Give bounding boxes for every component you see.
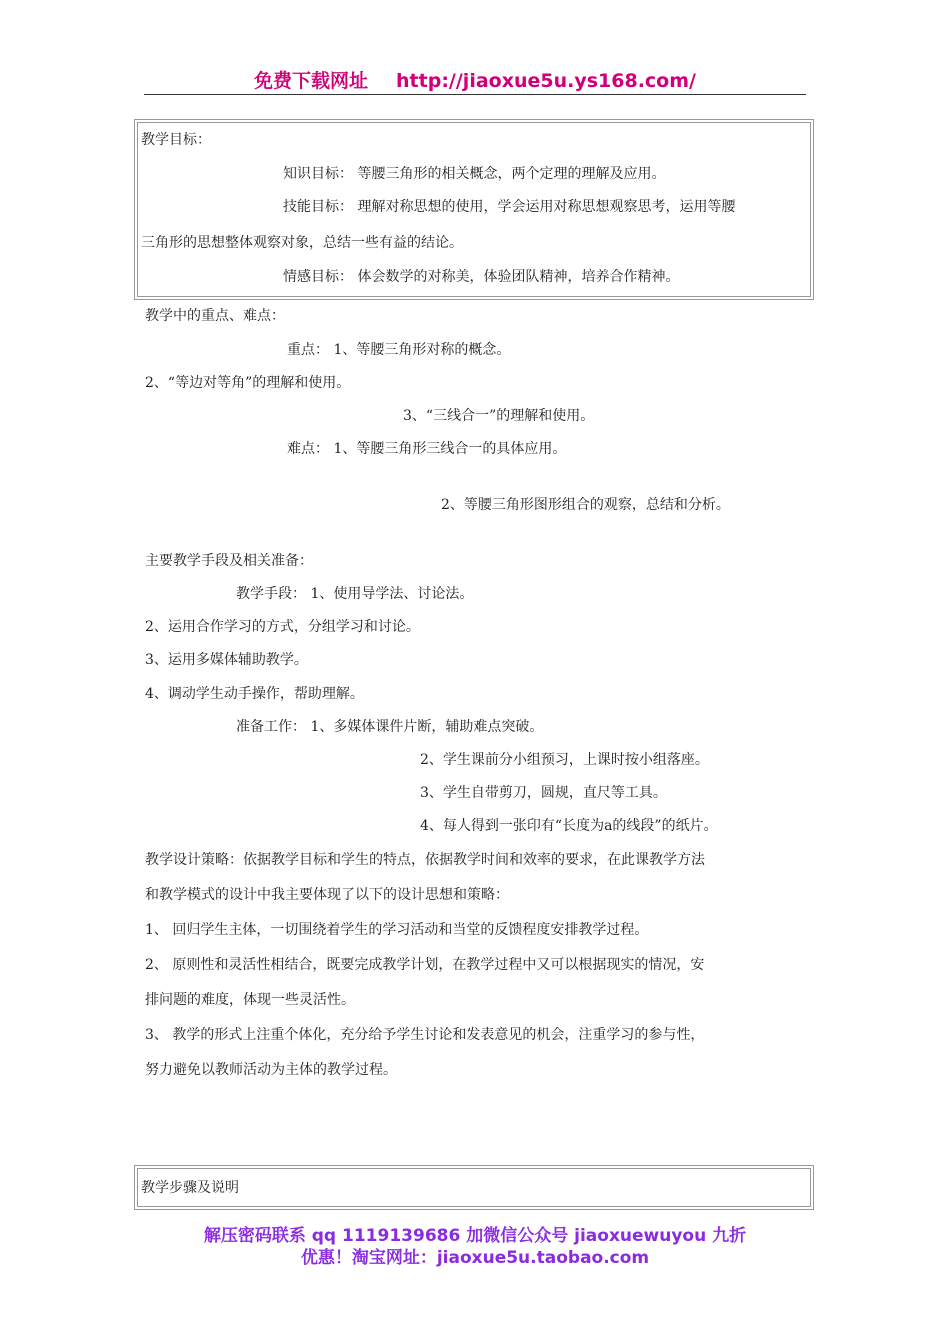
steps-title: 教学步骤及说明 <box>141 1180 239 1196</box>
strategy-line-1: 教学设计策略：依据教学目标和学生的特点，依据教学时间和效率的要求，在此课教学方法 <box>145 852 705 868</box>
strategy-item-2a: 2、 原则性和灵活性相结合，既要完成教学计划，在教学过程中又可以根据现实的情况，安 <box>145 957 705 973</box>
key-point-3: 3、“三线合一”的理解和使用。 <box>403 408 595 424</box>
key-point-1: 重点： 1、等腰三角形对称的概念。 <box>287 342 511 358</box>
keypoints-title: 教学中的重点、难点： <box>145 308 285 324</box>
strategy-item-1: 1、 回归学生主体，一切围绕着学生的学习活动和当堂的反馈程度安排教学过程。 <box>145 922 649 938</box>
prep-item-4: 4、每人得到一张印有“长度为a的线段”的纸片。 <box>420 818 718 834</box>
goal-emotion: 情感目标： 体会数学的对称美，体验团队精神，培养合作精神。 <box>283 269 680 285</box>
means-title: 主要教学手段及相关准备： <box>145 553 313 569</box>
difficult-point-2: 2、等腰三角形图形组合的观察，总结和分析。 <box>441 497 730 513</box>
difficult-point-1: 难点： 1、等腰三角形三线合一的具体应用。 <box>287 441 567 457</box>
goal-skill-line1: 技能目标： 理解对称思想的使用，学会运用对称思想观察思考，运用等腰 <box>283 199 736 215</box>
prep-item-1: 准备工作： 1、多媒体课件片断，辅助难点突破。 <box>236 719 544 735</box>
goal-skill-line2: 三角形的思想整体观察对象，总结一些有益的结论。 <box>141 235 463 251</box>
prep-item-3: 3、学生自带剪刀，圆规，直尺等工具。 <box>420 785 667 801</box>
strategy-item-2b: 排问题的难度，体现一些灵活性。 <box>145 992 355 1008</box>
prep-item-2: 2、学生课前分小组预习，上课时按小组落座。 <box>420 752 709 768</box>
footer-line-1: 解压密码联系 qq 1119139686 加微信公众号 jiaoxuewuyou 九折 <box>203 1226 747 1246</box>
strategy-item-3b: 努力避免以教师活动为主体的教学过程。 <box>145 1062 397 1078</box>
means-item-4: 4、调动学生动手操作，帮助理解。 <box>145 686 364 702</box>
header-banner <box>0 66 950 93</box>
key-point-2: 2、“等边对等角”的理解和使用。 <box>145 375 351 391</box>
header-divider <box>144 94 806 95</box>
header-url-link[interactable]: http://jiaoxue5u.ys168.com/ <box>396 70 696 92</box>
goals-title: 教学目标： <box>141 132 211 148</box>
means-item-3: 3、运用多媒体辅助教学。 <box>145 652 308 668</box>
means-item-1: 教学手段： 1、使用导学法、讨论法。 <box>236 586 474 602</box>
header-label: 免费下载网址 <box>254 70 369 92</box>
strategy-item-3a: 3、 教学的形式上注重个体化，充分给予学生讨论和发表意见的机会，注重学习的参与性， <box>145 1027 705 1043</box>
footer-line-2[interactable]: 优惠！淘宝网址：jiaoxue5u.taobao.com <box>300 1248 650 1268</box>
strategy-line-2: 和教学模式的设计中我主要体现了以下的设计思想和策略： <box>145 887 509 903</box>
means-item-2: 2、运用合作学习的方式，分组学习和讨论。 <box>145 619 420 635</box>
goal-knowledge: 知识目标： 等腰三角形的相关概念，两个定理的理解及应用。 <box>283 166 666 182</box>
